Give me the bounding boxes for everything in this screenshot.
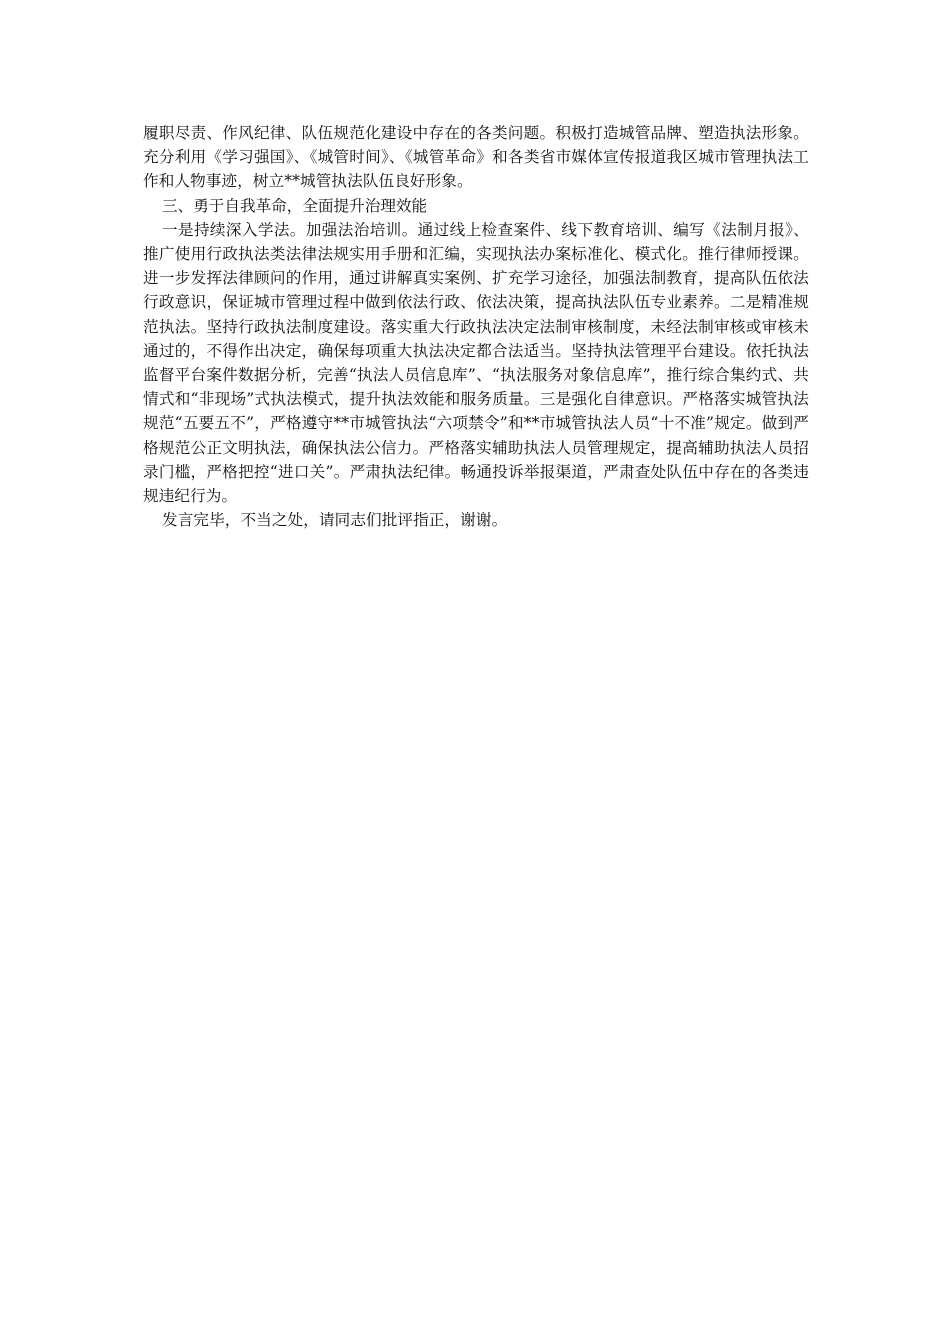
paragraph-closing: 发言完毕，不当之处，请同志们批评指正，谢谢。 — [162, 511, 508, 530]
paragraph-section-3-body: 一是持续深入学法。加强法治培训。通过线上检查案件、线下教育培训、编写《法制月报》、推广使用行政执法类法律法规实用手册和汇编，实现执法办案标准化、模式化。推行律师授课。进一步发挥法律顾问的作用，通过讲解真实案例、扩充学习途径，加强法制教育，提高队伍依法行政意识，保证城市管理过程中做到依法行政、依法决策，提高执法队伍专业素养。二是精准规范执法。坚持行政执法制度建设。落实重大行政执法决定法制审核制度，未经法制审核或审核未通过的，不得作出决定，确保每项重大执法决定都合法适当。坚持执法管理平台建设。依托执法监督平台案件数据分析，完善“执法人员信息库”、“执法服务对象信息库”，推行综合集约式、共情式和“非现场”式执法模式，提升执法效能和服务质量。三是强化自律意识。严格落实城管执法规范“五要五不”，严格遵守**市城管执法“六项禁令”和**市城管执法人员“十不准”规定。做到严格规范公正文明执法，确保执法公信力。严格落实辅助执法人员管理规定，提高辅助执法人员招录门槛，严格把控“进口关”。严肃执法纪律。畅通投诉举报渠道，严肃查处队伍中存在的各类违规违纪行为。 — [143, 220, 809, 506]
paragraph-continuation: 履职尽责、作风纪律、队伍规范化建设中存在的各类问题。积极打造城管品牌、塑造执法形象。充分利用《学习强国》、《城管时间》、《城管革命》和各类省市媒体宣传报道我区城市管理执法工作和人物事迹，树立**城管执法队伍良好形象。 — [143, 124, 809, 191]
document-body — [143, 121, 809, 532]
section-heading-3: 三、勇于自我革命，全面提升治理效能 — [162, 196, 428, 215]
